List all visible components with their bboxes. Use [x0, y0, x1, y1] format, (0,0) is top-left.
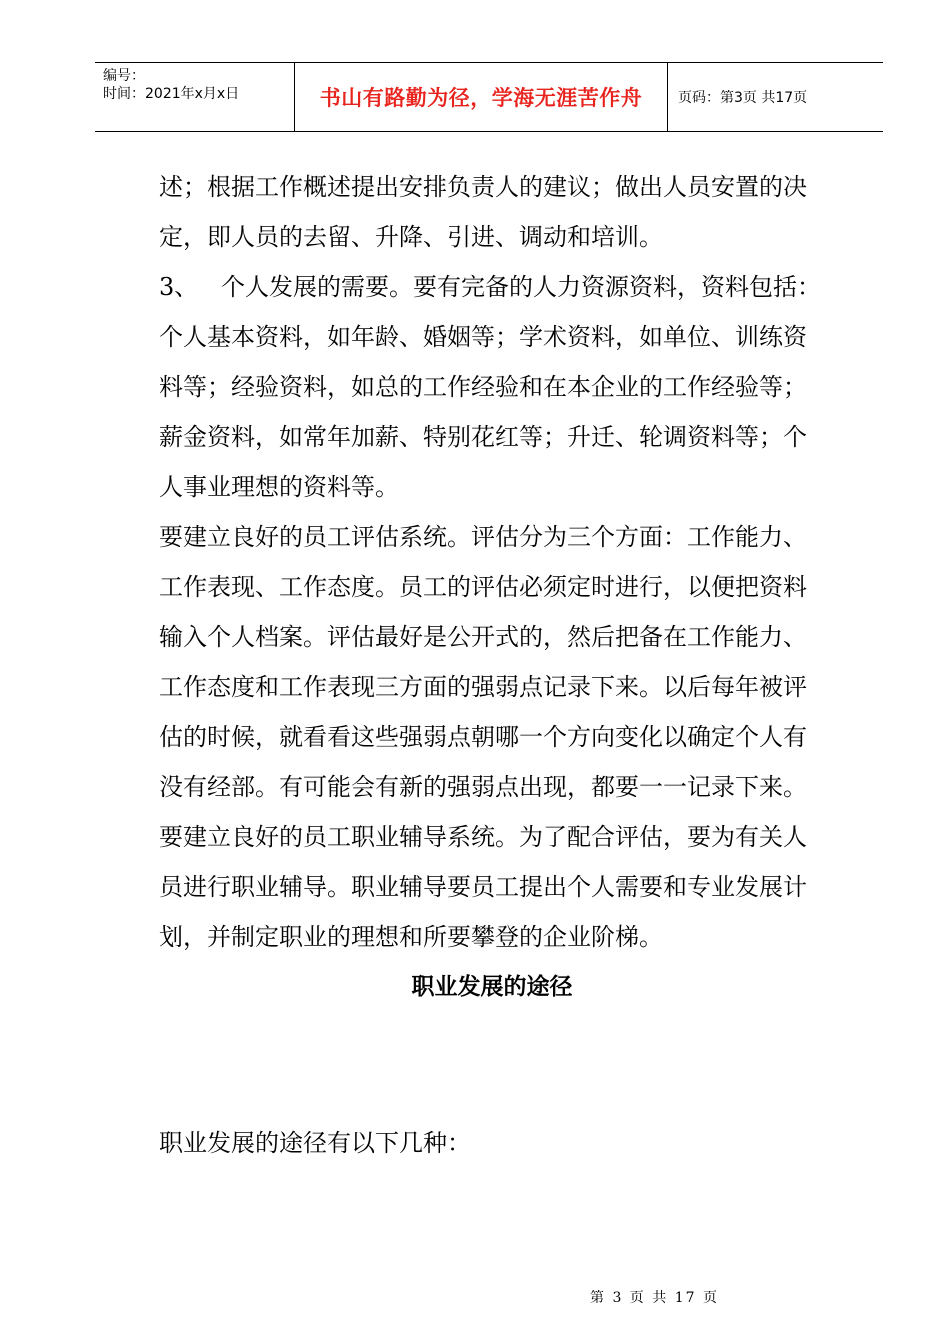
paragraph-paths: 职业发展的途径有以下几种： [159, 1129, 471, 1157]
page-footer: 第 3 页 共 17 页 [590, 1290, 719, 1306]
document-body [159, 162, 825, 1168]
time-label: 时间：2021年x月x日 [103, 86, 240, 102]
list-item-number: 3、 [159, 273, 199, 301]
serial-label: 编号： [103, 68, 145, 84]
header-page-number: 页码：第3页 共17页 [678, 90, 808, 106]
paragraph-evaluation: 要建立良好的员工评估系统。评估分为三个方面：工作能力、工作表现、工作态度。员工的评估必须定时进行，以便把资料输入个人档案。评估最好是公开式的，然后把备在工作能力、工作态度和工作表现三方面的强弱点记录下来。以后每年被评估的时候，就看看这些强弱点朝哪一个方向变化以确定个人有没有经部。有可能会有新的强弱点出现，都要一一记录下来。 [159, 523, 807, 801]
page-header [95, 62, 883, 132]
list-item-text: 个人发展的需要。要有完备的人力资源资料，资料包括：个人基本资料，如年龄、婚姻等；学术资料，如单位、训练资料等；经验资料，如总的工作经验和在本企业的工作经验等；薪金资料，如常年加薪、特别花红等；升迁、轮调资料等；个人事业理想的资料等。 [159, 273, 821, 501]
header-motto: 书山有路勤为径，学海无涯苦作舟 [295, 63, 668, 131]
paragraph-guidance: 要建立良好的员工职业辅导系统。为了配合评估，要为有关人员进行职业辅导。职业辅导要员工提出个人需要和专业发展计划，并制定职业的理想和所要攀登的企业阶梯。 [159, 823, 807, 951]
section-heading: 职业发展的途径 [411, 974, 573, 1000]
header-meta [95, 63, 295, 131]
list-item-3 [159, 262, 825, 512]
paragraph-continued: 述；根据工作概述提出安排负责人的建议；做出人员安置的决定，即人员的去留、升降、引进、调动和培训。 [159, 173, 807, 251]
